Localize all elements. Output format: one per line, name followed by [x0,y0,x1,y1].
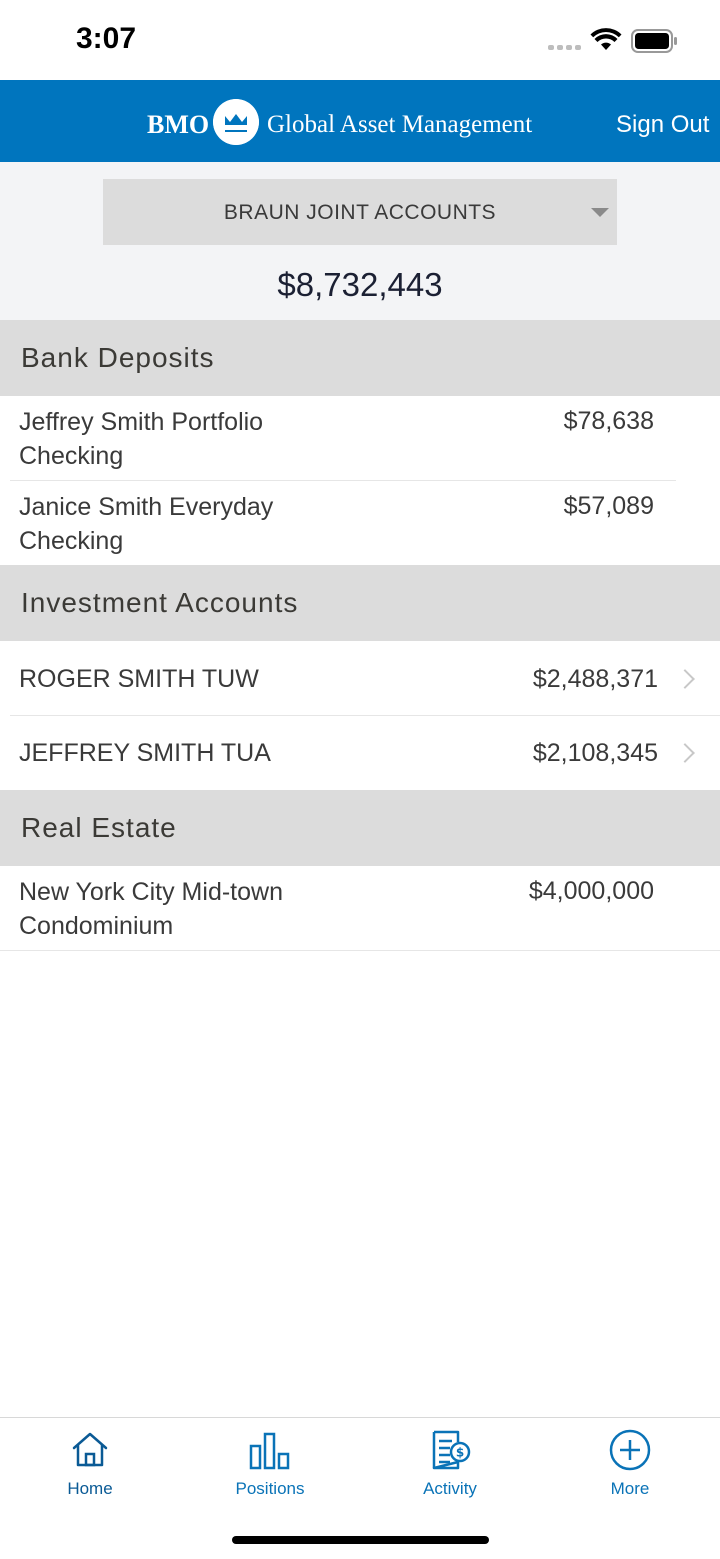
chevron-right-icon [675,743,695,763]
wifi-icon [590,28,622,52]
list-item[interactable] [0,396,720,480]
account-name: JEFFREY SMITH TUA [19,739,271,767]
status-time: 3:07 [76,22,137,55]
account-value: $57,089 [563,492,654,520]
account-name: New York City Mid-town Condominium [19,878,283,940]
chevron-right-icon [675,669,695,689]
brand-bmo-text: BMO [147,110,210,139]
tab-label: Activity [423,1479,477,1498]
account-value: $4,000,000 [528,877,654,905]
tab-positions[interactable] [180,1418,360,1518]
tab-activity[interactable] [360,1418,540,1518]
tab-home[interactable] [0,1418,180,1518]
status-bar [0,0,720,80]
account-name: Jeffrey Smith Portfolio Checking [19,408,264,470]
brand-name-text: Global Asset Management [267,111,533,138]
section-header-investment-accounts [0,565,720,641]
plus-circle-icon [608,1428,652,1472]
account-name: Janice Smith Everyday Checking [19,493,274,555]
section-title: Bank Deposits [21,342,215,373]
section-title: Real Estate [21,812,177,843]
battery-icon [631,29,677,53]
home-icon [68,1428,112,1472]
list-item[interactable] [0,641,720,715]
bar-chart-icon [248,1428,292,1472]
home-indicator[interactable] [232,1536,489,1544]
tab-label: Home [67,1479,113,1498]
account-value: $2,108,345 [532,739,658,767]
cellular-signal-icon [548,45,581,50]
tab-label: More [610,1479,650,1498]
sign-out-button[interactable]: Sign Out [616,111,710,138]
account-name: ROGER SMITH TUW [19,665,259,693]
list-item[interactable] [0,481,720,565]
divider [0,950,720,951]
section-title: Investment Accounts [21,587,299,618]
document-dollar-icon [428,1428,472,1472]
account-value: $78,638 [563,407,654,435]
account-group-dropdown[interactable] [103,179,617,245]
list-item[interactable] [0,866,720,950]
section-header-bank-deposits [0,320,720,396]
account-group-label: BRAUN JOINT ACCOUNTS [223,201,497,224]
list-item[interactable] [0,716,720,790]
bmo-roundel-logo-icon [213,99,259,145]
tab-more[interactable] [540,1418,720,1518]
total-balance: $8,732,443 [277,266,443,303]
account-value: $2,488,371 [532,665,658,693]
svg-text:$: $ [455,1445,465,1460]
chevron-down-icon [591,208,609,217]
section-header-real-estate [0,790,720,866]
tab-label: Positions [235,1479,305,1498]
